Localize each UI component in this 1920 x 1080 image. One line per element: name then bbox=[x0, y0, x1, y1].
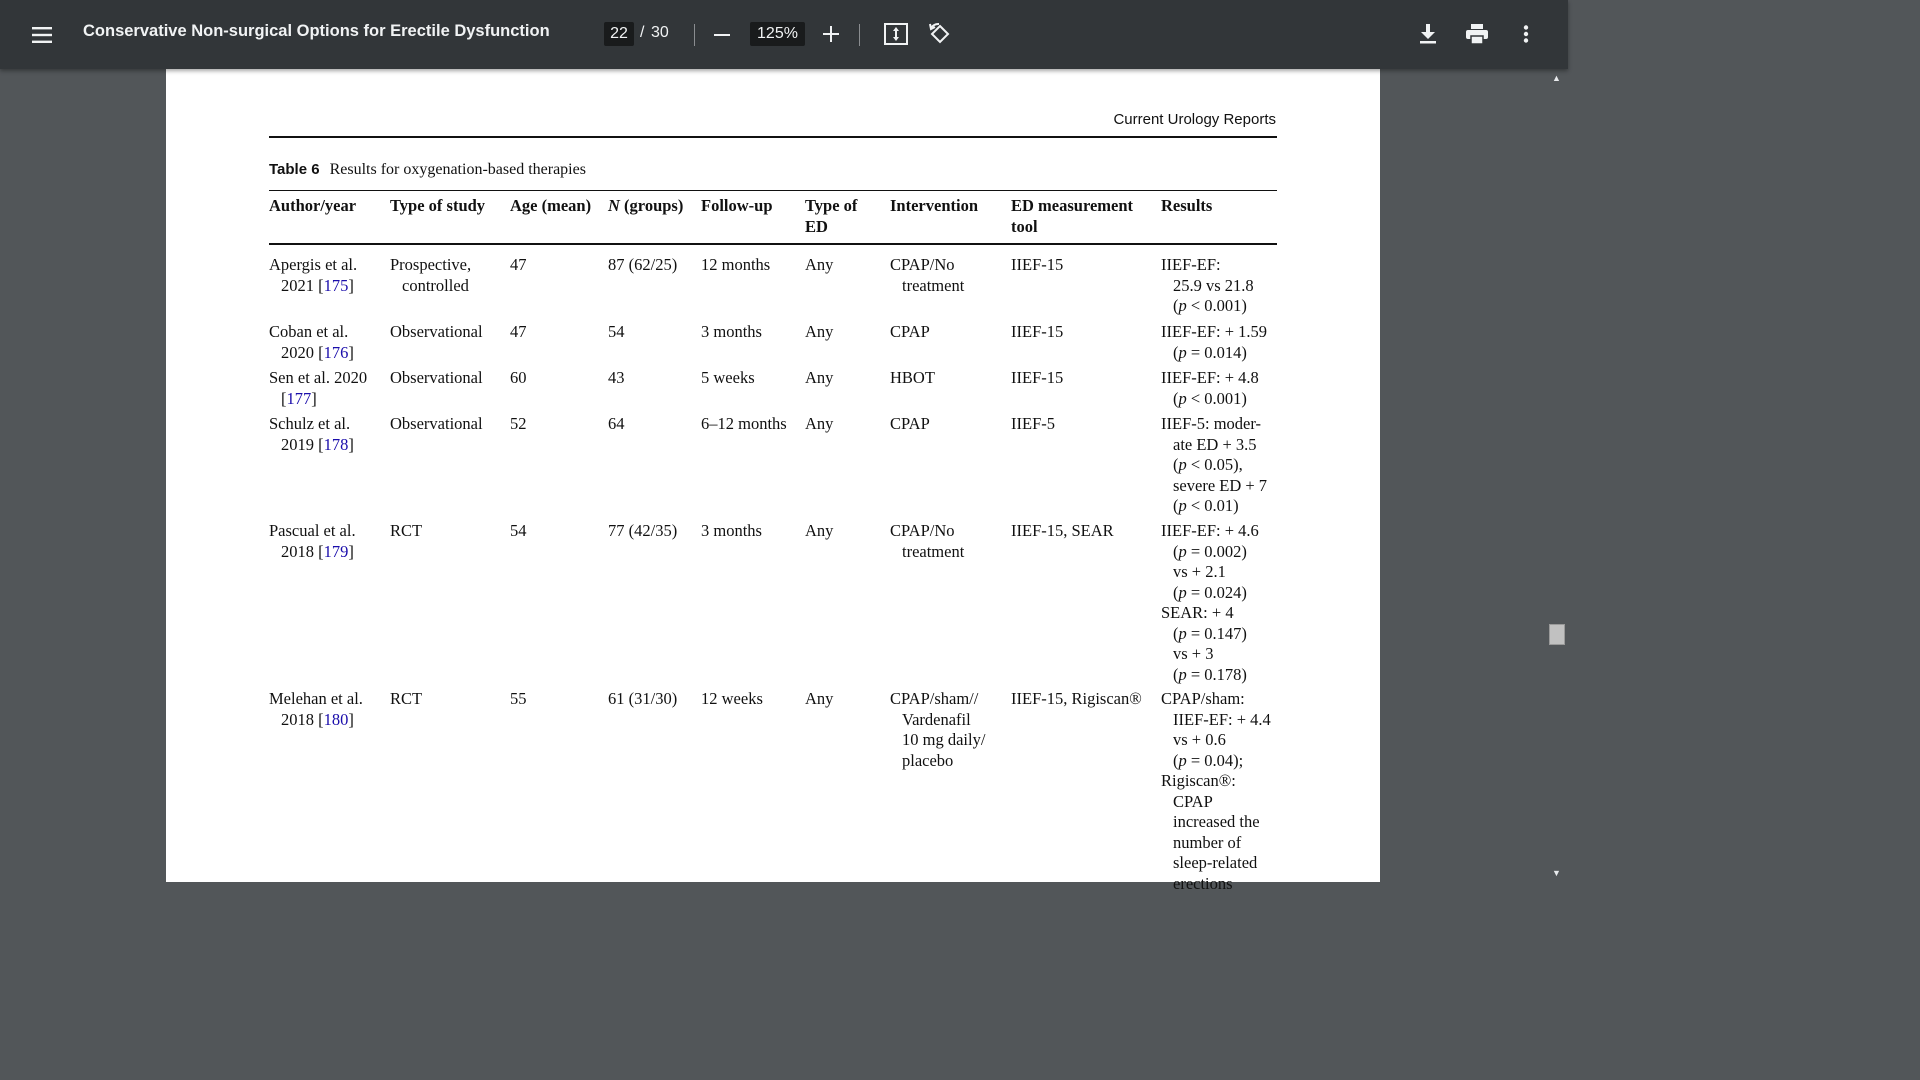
zoom-out-icon[interactable] bbox=[710, 23, 734, 47]
intervention-cell: CPAP bbox=[890, 322, 930, 341]
table-header-rule bbox=[269, 243, 1277, 245]
study-type-cell: Observational bbox=[390, 322, 483, 341]
follow-up-cell: 5 weeks bbox=[701, 368, 755, 387]
follow-up-cell: 3 months bbox=[701, 322, 762, 341]
reference-link[interactable]: 178 bbox=[323, 434, 349, 454]
zoom-level-input[interactable]: 125% bbox=[750, 22, 805, 46]
pdf-toolbar bbox=[0, 0, 1568, 69]
reference-link[interactable]: 176 bbox=[323, 342, 349, 362]
follow-up-cell: 6–12 months bbox=[701, 414, 787, 433]
age-cell: 52 bbox=[510, 414, 527, 433]
header-rule bbox=[269, 136, 1277, 138]
menu-icon[interactable] bbox=[24, 17, 60, 53]
results-cell: IIEF-EF: + 4.6 (p = 0.002) vs + 2.1 (p = 0.024) SEAR: + 4 (p = 0.147) vs + 3 (p = 0.178) bbox=[1161, 521, 1259, 684]
toolbar-divider bbox=[694, 24, 695, 46]
ed-tool-cell: IIEF-15 bbox=[1011, 322, 1064, 341]
author-cell: Apergis et al. 2021 [175] bbox=[269, 255, 358, 295]
page-total: 30 bbox=[651, 24, 669, 41]
author-cell: Sen et al. 2020 [177] bbox=[269, 368, 368, 408]
type-of-ed-cell: Any bbox=[805, 414, 834, 433]
age-cell: 47 bbox=[510, 255, 527, 274]
results-cell: IIEF-EF: 25.9 vs 21.8 (p < 0.001) bbox=[1161, 255, 1254, 315]
more-vert-icon[interactable] bbox=[1514, 22, 1538, 46]
page-separator: / bbox=[640, 24, 645, 41]
author-cell: Schulz et al. 2019 [178] bbox=[269, 414, 354, 454]
ed-tool-cell: IIEF-15, SEAR bbox=[1011, 521, 1114, 540]
age-cell: 60 bbox=[510, 368, 527, 387]
header-intervention: Intervention bbox=[890, 196, 978, 215]
age-cell: 47 bbox=[510, 322, 527, 341]
ed-tool-cell: IIEF-15 bbox=[1011, 368, 1064, 387]
scroll-thumb[interactable] bbox=[1549, 624, 1565, 645]
scroll-up-arrow-icon[interactable]: ▲ bbox=[1552, 73, 1561, 83]
type-of-ed-cell: Any bbox=[805, 368, 834, 387]
header-author-year: Author/year bbox=[269, 196, 357, 215]
document-title: Conservative Non-surgical Options for Erectile Dysfunction bbox=[83, 22, 550, 40]
header-type-of-ed: Type of ED bbox=[805, 196, 858, 236]
author-cell: Melehan et al. 2018 [180] bbox=[269, 689, 363, 729]
author-cell: Pascual et al. 2018 [179] bbox=[269, 521, 356, 561]
author-cell: Coban et al. 2020 [176] bbox=[269, 322, 354, 362]
results-cell: IIEF-5: moder- ate ED + 3.5 (p < 0.05), severe ED + 7 (p < 0.01) bbox=[1161, 414, 1268, 515]
table-top-rule bbox=[269, 190, 1277, 191]
study-type-cell: RCT bbox=[390, 521, 423, 540]
rotate-icon[interactable] bbox=[927, 21, 953, 47]
type-of-ed-cell: Any bbox=[805, 689, 834, 708]
type-of-ed-cell: Any bbox=[805, 322, 834, 341]
n-groups-cell: 87 (62/25) bbox=[608, 255, 678, 274]
intervention-cell: CPAP/No treatment bbox=[890, 521, 965, 561]
results-cell: CPAP/sham: IIEF-EF: + 4.4 vs + 0.6 (p = 0.04); Rigiscan®: CPAP increased the number of sleep-related erections bbox=[1161, 689, 1271, 893]
n-groups-cell: 61 (31/30) bbox=[608, 689, 678, 708]
journal-name: Current Urology Reports bbox=[1113, 111, 1276, 128]
page-number-input[interactable]: 22 bbox=[604, 22, 634, 46]
study-type-cell: RCT bbox=[390, 689, 423, 708]
header-age: Age (mean) bbox=[510, 196, 592, 215]
reference-link[interactable]: 177 bbox=[286, 388, 312, 408]
n-groups-cell: 43 bbox=[608, 368, 625, 387]
reference-link[interactable]: 175 bbox=[323, 275, 349, 295]
intervention-cell: CPAP/No treatment bbox=[890, 255, 965, 295]
table-title: Results for oxygenation-based therapies bbox=[329, 161, 586, 178]
download-icon[interactable] bbox=[1416, 22, 1440, 46]
study-type-cell: Observational bbox=[390, 414, 483, 433]
intervention-cell: CPAP bbox=[890, 414, 930, 433]
ed-tool-cell: IIEF-15, Rigiscan® bbox=[1011, 689, 1142, 708]
n-groups-cell: 54 bbox=[608, 322, 625, 341]
results-cell: IIEF-EF: + 1.59 (p = 0.014) bbox=[1161, 322, 1268, 362]
type-of-ed-cell: Any bbox=[805, 255, 834, 274]
header-follow-up: Follow-up bbox=[701, 196, 773, 215]
follow-up-cell: 12 months bbox=[701, 255, 771, 274]
type-of-ed-cell: Any bbox=[805, 521, 834, 540]
header-results: Results bbox=[1161, 196, 1213, 215]
print-icon[interactable] bbox=[1465, 22, 1489, 46]
header-ed-measurement-tool: ED measurement tool bbox=[1011, 196, 1134, 236]
toolbar-divider bbox=[859, 24, 860, 46]
header-type-of-study: Type of study bbox=[390, 196, 486, 215]
intervention-cell: CPAP/sham// Vardenafil 10 mg daily/ placebo bbox=[890, 689, 986, 770]
zoom-in-icon[interactable] bbox=[819, 22, 843, 46]
study-type-cell: Observational bbox=[390, 368, 483, 387]
n-groups-cell: 77 (42/35) bbox=[608, 521, 678, 540]
intervention-cell: HBOT bbox=[890, 368, 935, 387]
table-label: Table 6 bbox=[269, 161, 320, 178]
follow-up-cell: 3 months bbox=[701, 521, 762, 540]
age-cell: 54 bbox=[510, 521, 527, 540]
ed-tool-cell: IIEF-5 bbox=[1011, 414, 1055, 433]
study-type-cell: Prospective, controlled bbox=[390, 255, 472, 295]
fit-page-icon[interactable] bbox=[883, 21, 909, 47]
reference-link[interactable]: 180 bbox=[323, 709, 349, 729]
pdf-page bbox=[166, 69, 1380, 893]
header-n-groups: N (groups) bbox=[608, 196, 684, 215]
results-cell: IIEF-EF: + 4.8 (p < 0.001) bbox=[1161, 368, 1259, 408]
n-groups-cell: 64 bbox=[608, 414, 625, 433]
age-cell: 55 bbox=[510, 689, 527, 708]
reference-link[interactable]: 179 bbox=[323, 541, 349, 561]
table-caption bbox=[269, 161, 586, 179]
scroll-down-arrow-icon[interactable]: ▼ bbox=[1552, 868, 1561, 878]
follow-up-cell: 12 weeks bbox=[701, 689, 763, 708]
ed-tool-cell: IIEF-15 bbox=[1011, 255, 1064, 274]
vertical-scrollbar[interactable] bbox=[1547, 69, 1568, 882]
